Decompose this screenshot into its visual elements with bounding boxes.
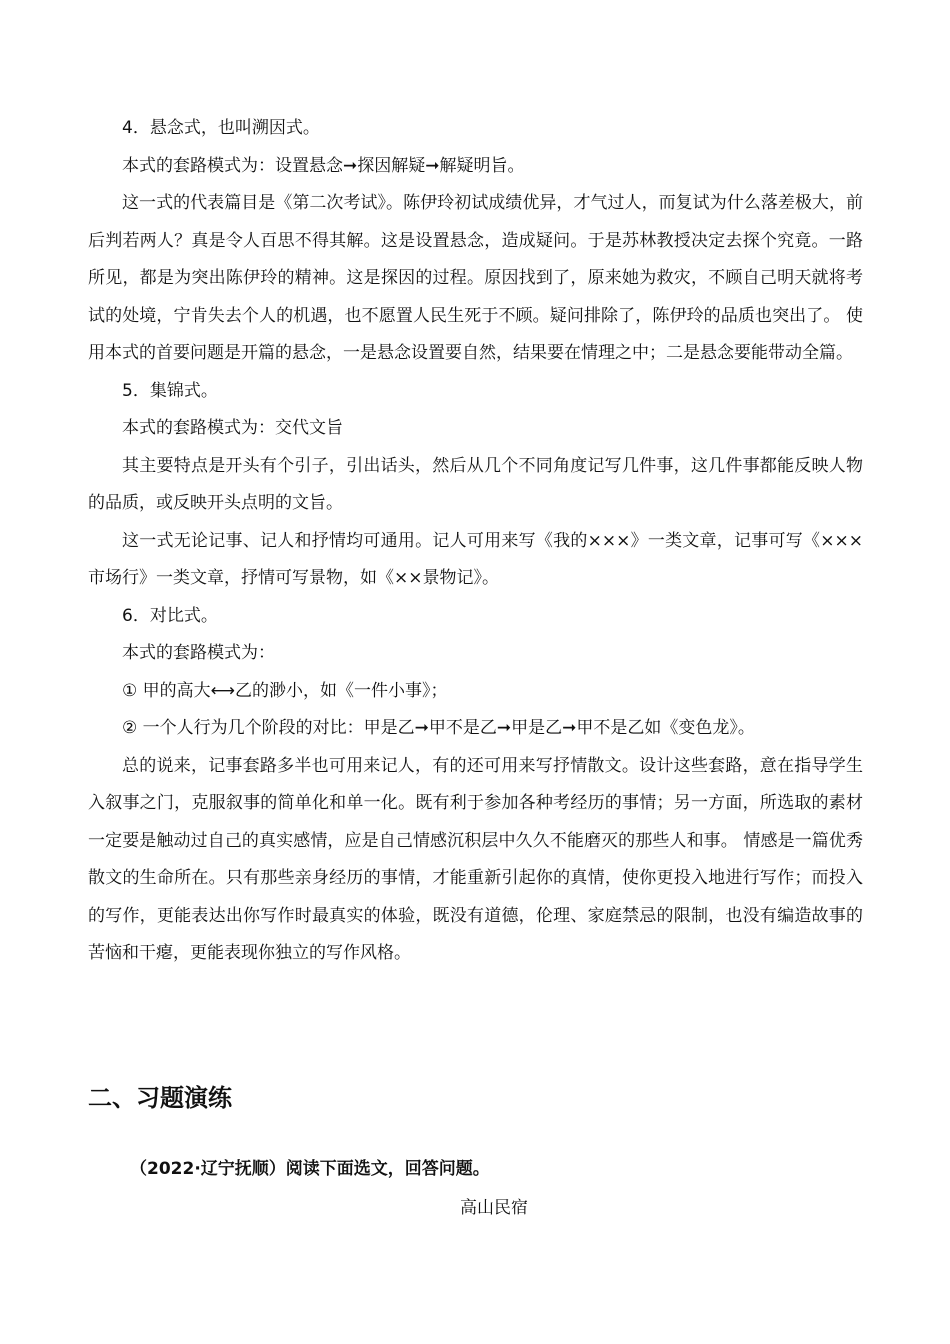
suspense-explanation: 这一式的代表篇目是《第二次考试》。陈伊玲初试成绩优异，才气过人，而复试为什么落差极大，前后判若两人？真是令人百思不得其解。这是设置悬念，造成疑问。于是苏林教授决定去探个究竟。一路所见，都是为突出陈伊玲的精神。这是探因的过程。原因找到了，原来她为救灾，不顾自己明天就将考试的处境，宁肯失去个人的机遇，也不愿置人民生死于不顾。疑问排除了，陈伊玲的品质也突出了。 使用本式的首要问题是开篇的悬念，一是悬念设置要自然，结果要在情理之中；二是悬念要能带动全篇。 xyxy=(88,193,863,363)
article-title: 高山民宿 xyxy=(460,1198,528,1218)
body-text xyxy=(88,110,863,973)
section-heading: 二、习题演练 xyxy=(88,1084,232,1112)
contrast-pattern: 本式的套路模式为： xyxy=(122,643,275,663)
suspense-pattern: 本式的套路模式为：设置悬念➞探因解疑➞解疑明旨。 xyxy=(122,155,525,176)
heading-collection-style: 5．集锦式。 xyxy=(122,380,218,401)
exercise-prompt xyxy=(130,1153,490,1185)
collection-pattern: 本式的套路模式为：交代文旨 xyxy=(122,418,343,438)
contrast-item-1: ① 甲的高大⟷乙的渺小，如《一件小事》； xyxy=(122,680,448,701)
exercise-instruction: 阅读下面选文，回答问题。 xyxy=(285,1159,490,1179)
contrast-item-2: ② 一个人行为几个阶段的对比：甲是乙➞甲不是乙➞甲是乙➞甲不是乙如《变色龙》。 xyxy=(122,718,755,738)
collection-usage: 这一式无论记事、记人和抒情均可通用。记人可用来写《我的×××》一类文章，记事可写《×××市场行》一类文章，抒情可写景物，如《××景物记》。 xyxy=(88,530,863,588)
exercise-source-tag: （2022·辽宁抚顺） xyxy=(130,1159,286,1179)
heading-suspense-style: 4．悬念式，也叫溯因式。 xyxy=(122,118,320,138)
heading-contrast-style: 6．对比式。 xyxy=(122,605,218,626)
summary-paragraph: 总的说来，记事套路多半也可用来记人，有的还可用来写抒情散文。设计这些套路，意在指导学生入叙事之门，克服叙事的简单化和单一化。既有利于参加各种考经历的事情；另一方面，所选取的素材一定要是触动过自己的真实感情，应是自己情感沉积层中久久不能磨灭的那些人和事。 情感是一篇优秀散文的生命所在。只有那些亲身经历的事情，才能重新引起你的真情，使你更投入地进行写作；而投入的写作，更能表达出你写作时最真实的体验，既没有道德，伦理、家庭禁忌的限制，也没有编造故事的苦恼和干瘪，更能表现你独立的写作风格。 xyxy=(88,755,863,963)
collection-features: 其主要特点是开头有个引子，引出话头，然后从几个不同角度记写几件事，这几件事都能反映人物的品质，或反映开头点明的文旨。 xyxy=(88,455,863,513)
